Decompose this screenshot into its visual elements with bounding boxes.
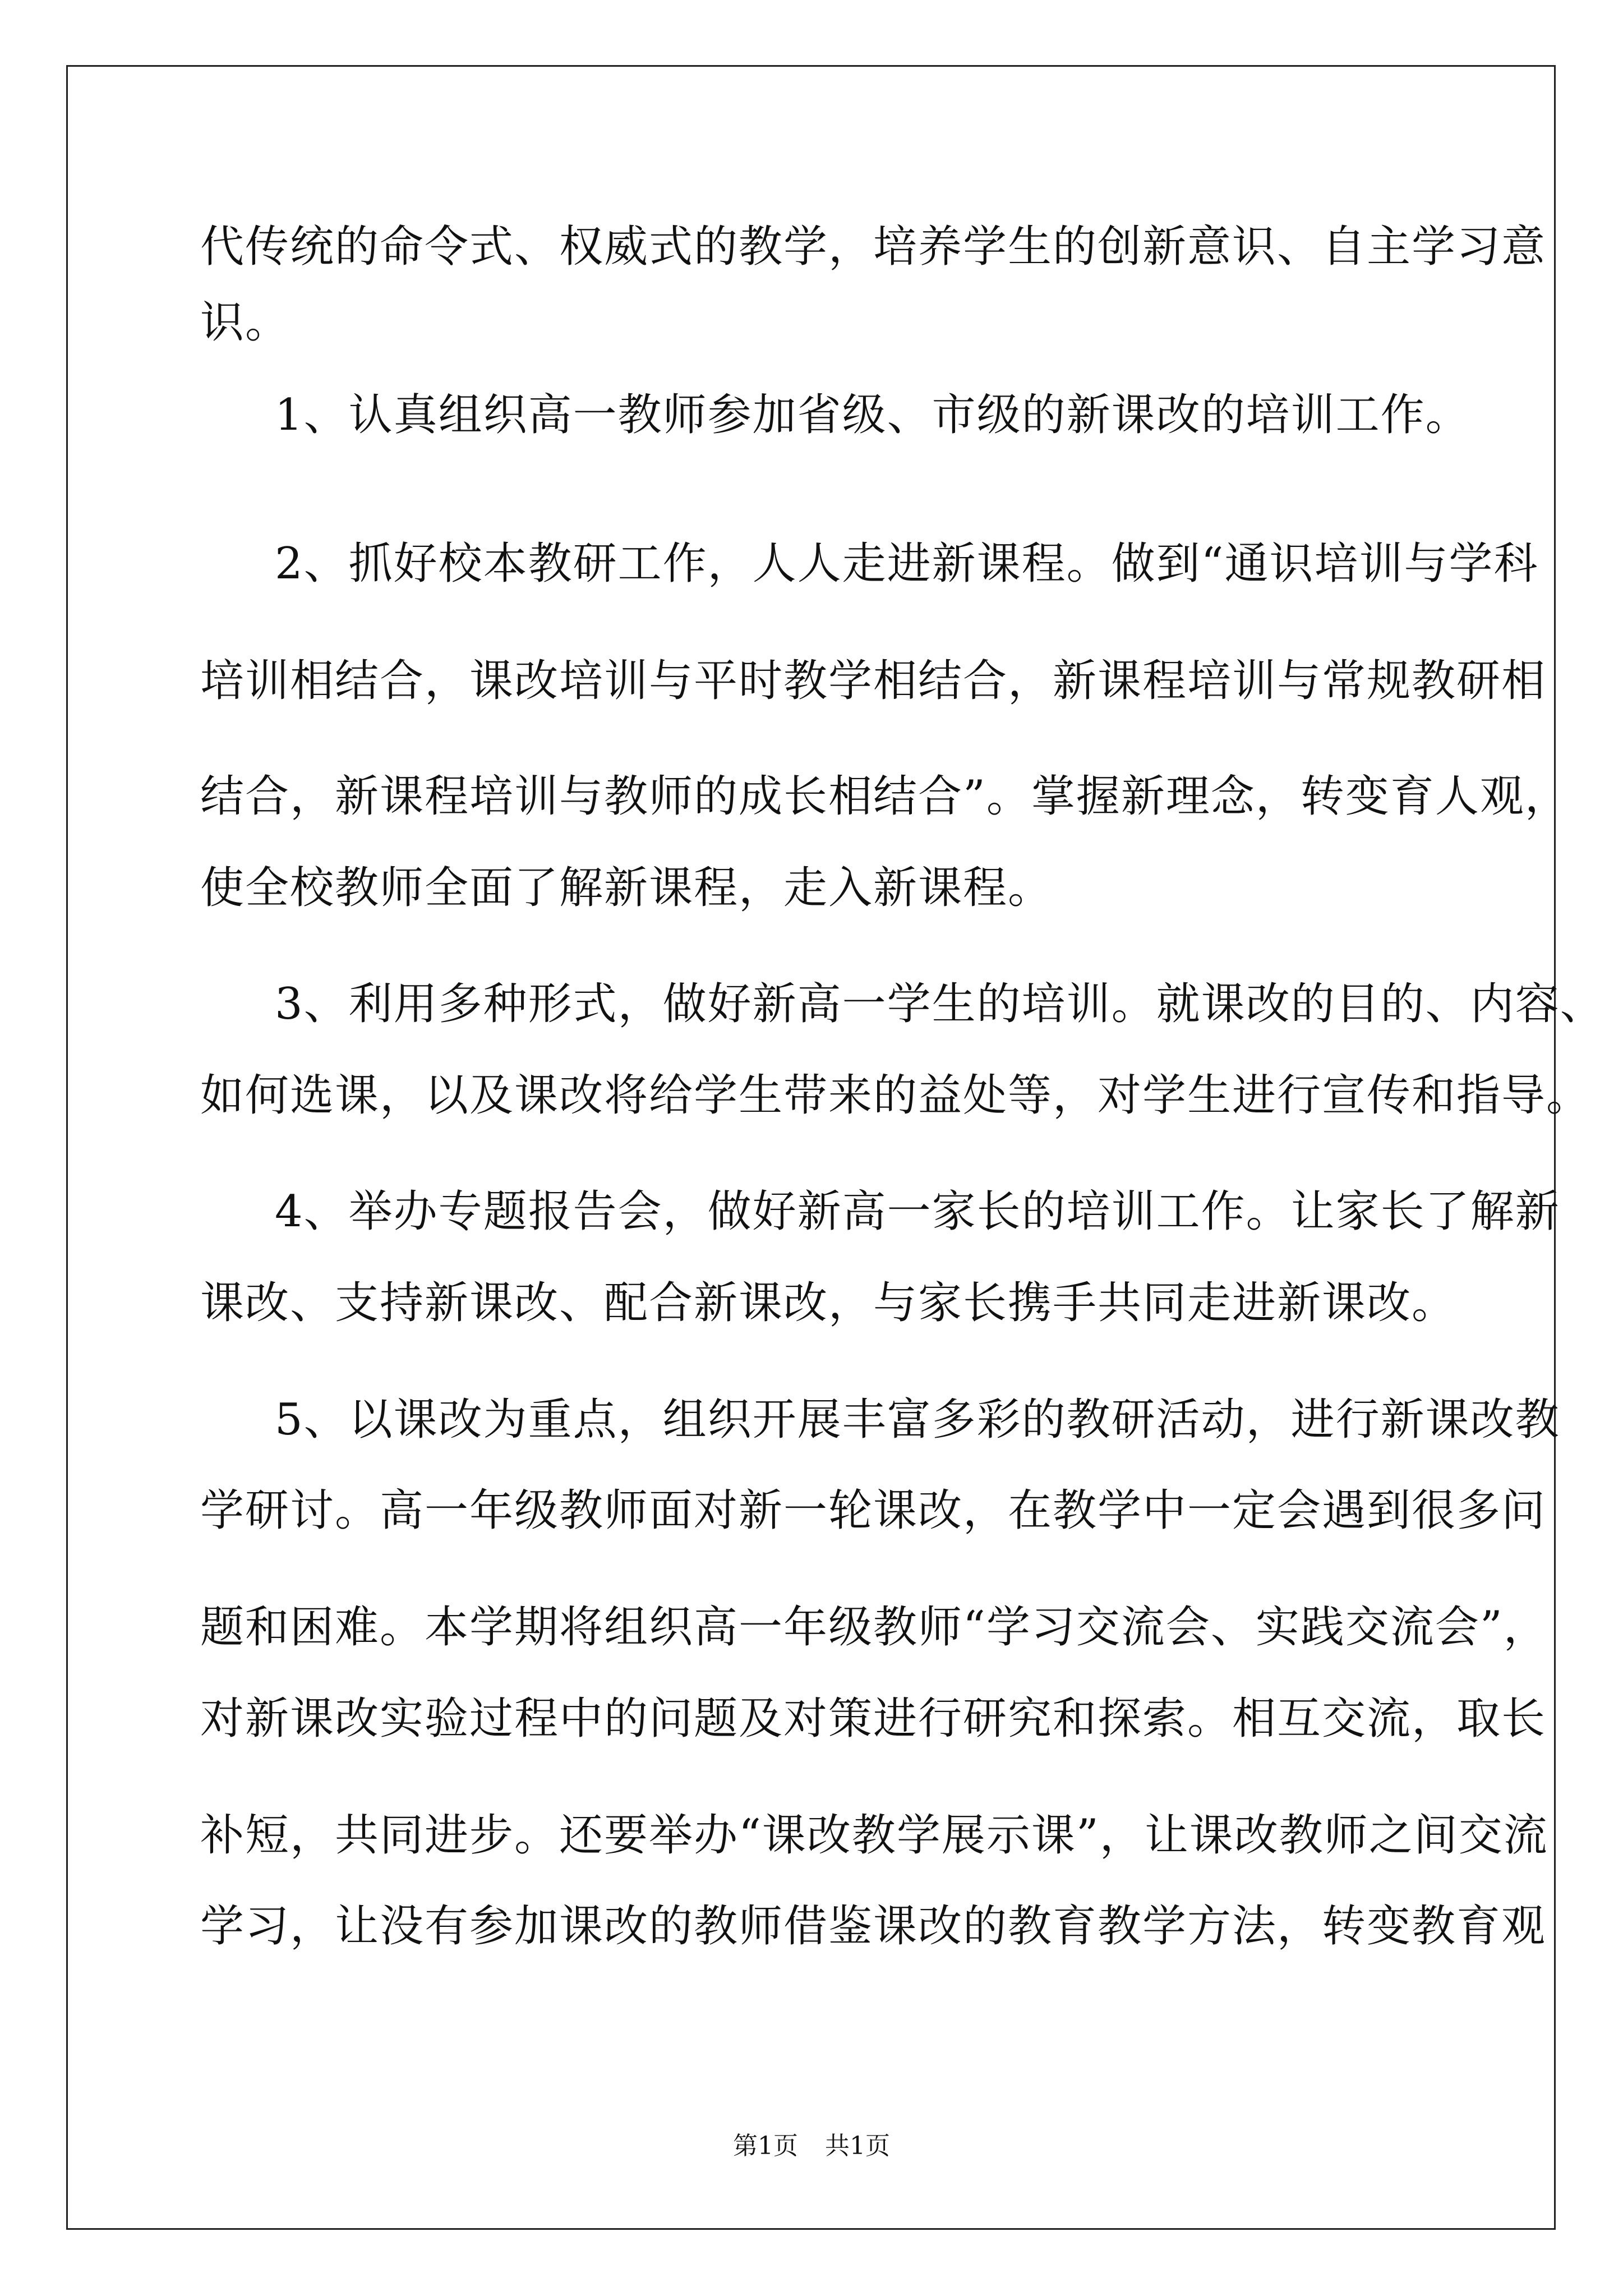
- text-line: 对新课改实验过程中的问题及对策进行研究和探索。相互交流，取长: [200, 1694, 1547, 1744]
- paragraph-item-4: 4、举办专题报告会，做好新高一家长的培训工作。让家长了解新: [275, 1186, 1560, 1237]
- text-line: 如何选课，以及课改将给学生带来的益处等，对学生进行宣传和指导。: [200, 1070, 1592, 1121]
- paragraph-item-3: 3、利用多种形式，做好新高一学生的培训。就课改的目的、内容、: [275, 979, 1605, 1029]
- paragraph-item-1: 1、认真组织高一教师参加省级、市级的新课改的培训工作。: [275, 390, 1470, 440]
- page-total: 共1页: [825, 2132, 890, 2160]
- text-line: 培训相结合，课改培训与平时教学相结合，新课程培训与常规教研相: [200, 656, 1547, 706]
- text-line: 题和困难。本学期将组织高一年级教师“学习交流会、实践交流会”，: [200, 1602, 1548, 1653]
- page-footer: [0, 2131, 1623, 2162]
- text-line: 结合，新课程培训与教师的成长相结合”。掌握新理念，转变育人观，: [200, 771, 1570, 822]
- text-line: 识。: [200, 297, 291, 348]
- text-line: 学研讨。高一年级教师面对新一轮课改，在教学中一定会遇到很多问: [200, 1485, 1547, 1536]
- text-line: 学习，让没有参加课改的教师借鉴课改的教育教学方法，转变教育观: [200, 1901, 1547, 1952]
- page-number: 第1页: [733, 2132, 798, 2160]
- text-line: 补短，共同进步。还要举办“课改教学展示课”，让课改教师之间交流: [200, 1810, 1548, 1861]
- paragraph-item-2: 2、抓好校本教研工作，人人走进新课程。做到“通识培训与学科: [275, 539, 1539, 589]
- text-line: 代传统的命令式、权威式的教学，培养学生的创新意识、自主学习意: [200, 222, 1547, 272]
- text-line: 课改、支持新课改、配合新课改，与家长携手共同走进新课改。: [200, 1278, 1457, 1328]
- text-line: 使全校教师全面了解新课程，走入新课程。: [200, 863, 1053, 913]
- paragraph-item-5: 5、以课改为重点，组织开展丰富多彩的教研活动，进行新课改教: [275, 1395, 1560, 1445]
